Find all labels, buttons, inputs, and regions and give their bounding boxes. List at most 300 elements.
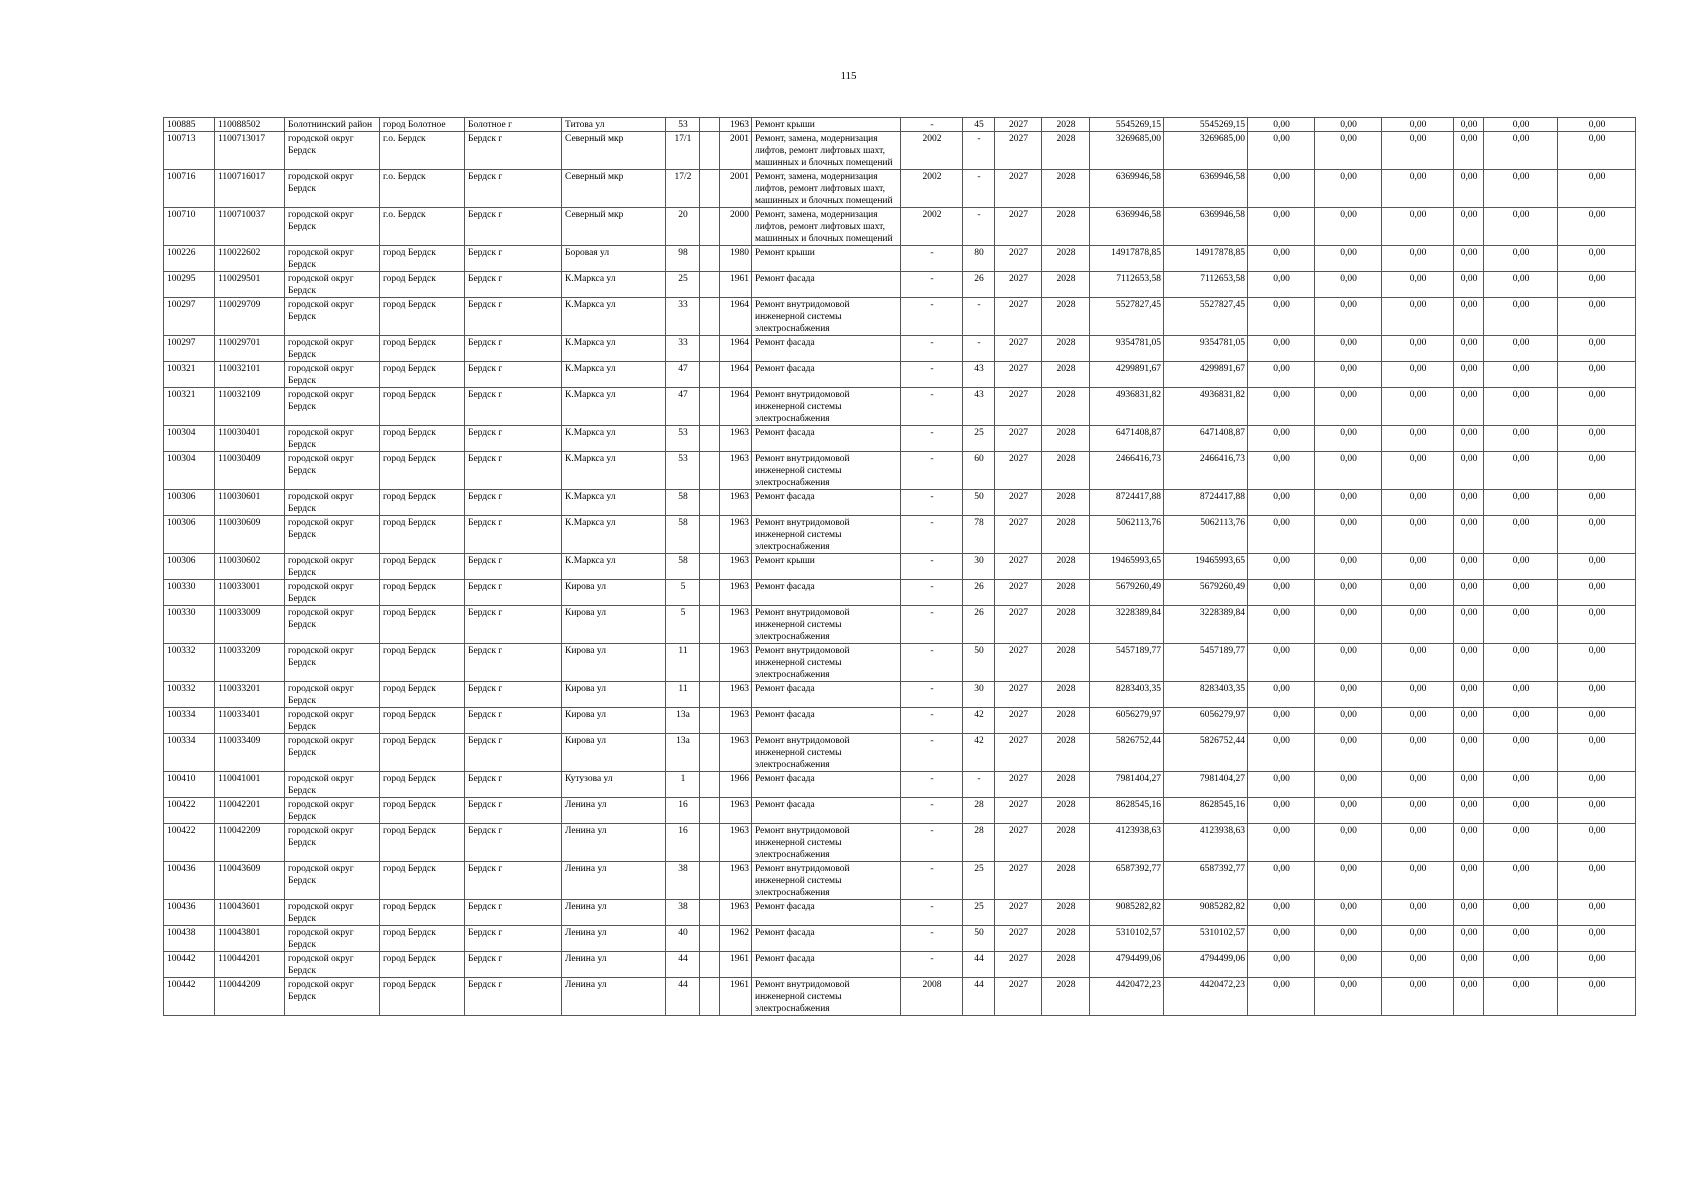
cost-col-1-cell: 0,00 xyxy=(1248,952,1315,978)
wear-percent-cell: - xyxy=(963,298,995,336)
wear-percent-cell: 25 xyxy=(963,862,995,900)
wear-percent-cell: - xyxy=(963,336,995,362)
cost-col-1-cell: 0,00 xyxy=(1248,978,1315,1016)
house-id-cell: 100710 xyxy=(164,208,215,246)
table-row xyxy=(164,798,1636,824)
work-id-cell: 110033401 xyxy=(215,708,285,734)
locality-cell: Бердск г xyxy=(465,952,562,978)
cost-col-6-cell: 0,00 xyxy=(1558,824,1636,862)
work-type-cell: Ремонт внутридомовой инженерной системы электроснабжения xyxy=(752,388,901,426)
cost-col-4-cell: 0,00 xyxy=(1454,426,1484,452)
municipality-cell: городской округ Бердск xyxy=(285,388,380,426)
plan-year-end-cell: 2028 xyxy=(1042,298,1090,336)
plan-year-end-cell: 2028 xyxy=(1042,426,1090,452)
cost-col-3-cell: 0,00 xyxy=(1382,824,1454,862)
cost-col-3-cell: 0,00 xyxy=(1382,132,1454,170)
house-id-cell: 100304 xyxy=(164,452,215,490)
municipality-cell: городской округ Бердск xyxy=(285,554,380,580)
table-row xyxy=(164,734,1636,772)
cost-col-2-cell: 0,00 xyxy=(1315,978,1382,1016)
cost-col-4-cell: 0,00 xyxy=(1454,862,1484,900)
last-repair-year-cell: - xyxy=(901,580,963,606)
wear-percent-cell: 25 xyxy=(963,900,995,926)
house-number-cell: 53 xyxy=(666,452,700,490)
house-id-cell: 100436 xyxy=(164,900,215,926)
work-id-cell: 110044209 xyxy=(215,978,285,1016)
cost-col-3-cell: 0,00 xyxy=(1382,682,1454,708)
cost-col-4-cell: 0,00 xyxy=(1454,606,1484,644)
cost-col-4-cell: 0,00 xyxy=(1454,772,1484,798)
table-row xyxy=(164,490,1636,516)
plan-year-end-cell: 2028 xyxy=(1042,516,1090,554)
cost-col-2-cell: 0,00 xyxy=(1315,208,1382,246)
cost-col-6-cell: 0,00 xyxy=(1558,208,1636,246)
house-number-cell: 5 xyxy=(666,606,700,644)
cost-col-5-cell: 0,00 xyxy=(1484,926,1558,952)
plan-year-end-cell: 2028 xyxy=(1042,554,1090,580)
cost-col-5-cell: 0,00 xyxy=(1484,798,1558,824)
table-row xyxy=(164,606,1636,644)
cost-col-1-cell: 0,00 xyxy=(1248,734,1315,772)
last-repair-year-cell: - xyxy=(901,734,963,772)
house-id-cell: 100297 xyxy=(164,336,215,362)
plan-year-end-cell: 2028 xyxy=(1042,490,1090,516)
build-year-cell: 1964 xyxy=(720,388,752,426)
house-letter-cell xyxy=(700,798,720,824)
build-year-cell: 1966 xyxy=(720,772,752,798)
cost-col-6-cell: 0,00 xyxy=(1558,580,1636,606)
wear-percent-cell: - xyxy=(963,170,995,208)
total-cost-cell: 9354781,05 xyxy=(1090,336,1164,362)
work-type-cell: Ремонт, замена, модернизация лифтов, ремонт лифтовых шахт, машинных и блочных помещений xyxy=(752,170,901,208)
street-cell: Кирова ул xyxy=(562,606,666,644)
work-type-cell: Ремонт фасада xyxy=(752,272,901,298)
cost-col-4-cell: 0,00 xyxy=(1454,452,1484,490)
build-year-cell: 1961 xyxy=(720,978,752,1016)
settlement-cell: город Бердск xyxy=(380,900,465,926)
work-id-cell: 110041001 xyxy=(215,772,285,798)
total-cost-cell: 6369946,58 xyxy=(1090,208,1164,246)
locality-cell: Бердск г xyxy=(465,554,562,580)
cost-col-3-cell: 0,00 xyxy=(1382,272,1454,298)
build-year-cell: 2000 xyxy=(720,208,752,246)
street-cell: К.Маркса ул xyxy=(562,362,666,388)
cost-col-3-cell: 0,00 xyxy=(1382,644,1454,682)
house-id-cell: 100306 xyxy=(164,516,215,554)
settlement-cell: город Бердск xyxy=(380,952,465,978)
fund-cost-cell: 5457189,77 xyxy=(1164,644,1248,682)
build-year-cell: 1963 xyxy=(720,824,752,862)
plan-year-end-cell: 2028 xyxy=(1042,926,1090,952)
cost-col-1-cell: 0,00 xyxy=(1248,170,1315,208)
wear-percent-cell: 30 xyxy=(963,554,995,580)
fund-cost-cell: 4936831,82 xyxy=(1164,388,1248,426)
work-id-cell: 110043801 xyxy=(215,926,285,952)
cost-col-5-cell: 0,00 xyxy=(1484,490,1558,516)
settlement-cell: город Бердск xyxy=(380,772,465,798)
settlement-cell: город Бердск xyxy=(380,516,465,554)
house-number-cell: 25 xyxy=(666,272,700,298)
settlement-cell: город Бердск xyxy=(380,452,465,490)
street-cell: К.Маркса ул xyxy=(562,426,666,452)
work-id-cell: 110033209 xyxy=(215,644,285,682)
build-year-cell: 2001 xyxy=(720,132,752,170)
municipality-cell: городской округ Бердск xyxy=(285,452,380,490)
wear-percent-cell: 43 xyxy=(963,362,995,388)
municipality-cell: городской округ Бердск xyxy=(285,644,380,682)
last-repair-year-cell: - xyxy=(901,516,963,554)
cost-col-6-cell: 0,00 xyxy=(1558,452,1636,490)
fund-cost-cell: 4794499,06 xyxy=(1164,952,1248,978)
house-number-cell: 44 xyxy=(666,978,700,1016)
table-row xyxy=(164,554,1636,580)
cost-col-5-cell: 0,00 xyxy=(1484,426,1558,452)
total-cost-cell: 6471408,87 xyxy=(1090,426,1164,452)
work-id-cell: 110033201 xyxy=(215,682,285,708)
cost-col-5-cell: 0,00 xyxy=(1484,734,1558,772)
locality-cell: Бердск г xyxy=(465,644,562,682)
fund-cost-cell: 7981404,27 xyxy=(1164,772,1248,798)
work-id-cell: 1100716017 xyxy=(215,170,285,208)
work-id-cell: 110029701 xyxy=(215,336,285,362)
fund-cost-cell: 5545269,15 xyxy=(1164,118,1248,132)
locality-cell: Бердск г xyxy=(465,170,562,208)
settlement-cell: город Бердск xyxy=(380,298,465,336)
work-type-cell: Ремонт фасада xyxy=(752,362,901,388)
work-type-cell: Ремонт внутридомовой инженерной системы электроснабжения xyxy=(752,452,901,490)
cost-col-5-cell: 0,00 xyxy=(1484,516,1558,554)
cost-col-6-cell: 0,00 xyxy=(1558,118,1636,132)
street-cell: Кирова ул xyxy=(562,580,666,606)
municipality-cell: городской округ Бердск xyxy=(285,682,380,708)
municipality-cell: городской округ Бердск xyxy=(285,426,380,452)
build-year-cell: 1963 xyxy=(720,606,752,644)
settlement-cell: город Бердск xyxy=(380,862,465,900)
build-year-cell: 1961 xyxy=(720,272,752,298)
total-cost-cell: 14917878,85 xyxy=(1090,246,1164,272)
build-year-cell: 1963 xyxy=(720,862,752,900)
locality-cell: Бердск г xyxy=(465,734,562,772)
last-repair-year-cell: - xyxy=(901,772,963,798)
municipality-cell: городской округ Бердск xyxy=(285,900,380,926)
cost-col-4-cell: 0,00 xyxy=(1454,580,1484,606)
house-id-cell: 100422 xyxy=(164,824,215,862)
cost-col-1-cell: 0,00 xyxy=(1248,132,1315,170)
fund-cost-cell: 6471408,87 xyxy=(1164,426,1248,452)
house-id-cell: 100321 xyxy=(164,362,215,388)
cost-col-1-cell: 0,00 xyxy=(1248,708,1315,734)
total-cost-cell: 19465993,65 xyxy=(1090,554,1164,580)
locality-cell: Бердск г xyxy=(465,978,562,1016)
locality-cell: Бердск г xyxy=(465,798,562,824)
cost-col-6-cell: 0,00 xyxy=(1558,952,1636,978)
house-id-cell: 100713 xyxy=(164,132,215,170)
street-cell: К.Маркса ул xyxy=(562,388,666,426)
house-letter-cell xyxy=(700,554,720,580)
work-type-cell: Ремонт фасада xyxy=(752,772,901,798)
house-letter-cell xyxy=(700,516,720,554)
work-type-cell: Ремонт внутридомовой инженерной системы электроснабжения xyxy=(752,516,901,554)
total-cost-cell: 6056279,97 xyxy=(1090,708,1164,734)
work-id-cell: 110033009 xyxy=(215,606,285,644)
cost-col-1-cell: 0,00 xyxy=(1248,298,1315,336)
house-letter-cell xyxy=(700,952,720,978)
municipality-cell: городской округ Бердск xyxy=(285,170,380,208)
table-row xyxy=(164,580,1636,606)
table-row xyxy=(164,682,1636,708)
locality-cell: Бердск г xyxy=(465,708,562,734)
cost-col-3-cell: 0,00 xyxy=(1382,952,1454,978)
total-cost-cell: 3269685,00 xyxy=(1090,132,1164,170)
house-number-cell: 44 xyxy=(666,952,700,978)
street-cell: Ленина ул xyxy=(562,900,666,926)
locality-cell: Бердск г xyxy=(465,272,562,298)
build-year-cell: 1963 xyxy=(720,580,752,606)
cost-col-6-cell: 0,00 xyxy=(1558,798,1636,824)
work-type-cell: Ремонт, замена, модернизация лифтов, ремонт лифтовых шахт, машинных и блочных помещений xyxy=(752,132,901,170)
municipality-cell: городской округ Бердск xyxy=(285,798,380,824)
cost-col-6-cell: 0,00 xyxy=(1558,606,1636,644)
total-cost-cell: 5310102,57 xyxy=(1090,926,1164,952)
plan-year-start-cell: 2027 xyxy=(995,298,1042,336)
work-id-cell: 110033409 xyxy=(215,734,285,772)
cost-col-4-cell: 0,00 xyxy=(1454,272,1484,298)
street-cell: К.Маркса ул xyxy=(562,554,666,580)
municipality-cell: городской округ Бердск xyxy=(285,208,380,246)
plan-year-start-cell: 2027 xyxy=(995,132,1042,170)
total-cost-cell: 6369946,58 xyxy=(1090,170,1164,208)
house-number-cell: 17/1 xyxy=(666,132,700,170)
cost-col-4-cell: 0,00 xyxy=(1454,926,1484,952)
cost-col-6-cell: 0,00 xyxy=(1558,426,1636,452)
plan-year-start-cell: 2027 xyxy=(995,554,1042,580)
last-repair-year-cell: - xyxy=(901,554,963,580)
fund-cost-cell: 4123938,63 xyxy=(1164,824,1248,862)
municipality-cell: городской округ Бердск xyxy=(285,132,380,170)
work-type-cell: Ремонт фасада xyxy=(752,798,901,824)
wear-percent-cell: 28 xyxy=(963,824,995,862)
cost-col-6-cell: 0,00 xyxy=(1558,388,1636,426)
cost-col-2-cell: 0,00 xyxy=(1315,682,1382,708)
cost-col-4-cell: 0,00 xyxy=(1454,516,1484,554)
house-number-cell: 40 xyxy=(666,926,700,952)
cost-col-4-cell: 0,00 xyxy=(1454,734,1484,772)
house-letter-cell xyxy=(700,644,720,682)
fund-cost-cell: 6587392,77 xyxy=(1164,862,1248,900)
cost-col-4-cell: 0,00 xyxy=(1454,298,1484,336)
cost-col-6-cell: 0,00 xyxy=(1558,978,1636,1016)
municipality-cell: городской округ Бердск xyxy=(285,272,380,298)
work-type-cell: Ремонт фасада xyxy=(752,336,901,362)
build-year-cell: 1963 xyxy=(720,554,752,580)
total-cost-cell: 8724417,88 xyxy=(1090,490,1164,516)
cost-col-1-cell: 0,00 xyxy=(1248,388,1315,426)
settlement-cell: город Бердск xyxy=(380,336,465,362)
cost-col-2-cell: 0,00 xyxy=(1315,824,1382,862)
plan-year-start-cell: 2027 xyxy=(995,118,1042,132)
plan-year-start-cell: 2027 xyxy=(995,682,1042,708)
house-id-cell: 100330 xyxy=(164,580,215,606)
municipality-cell: городской округ Бердск xyxy=(285,824,380,862)
settlement-cell: город Бердск xyxy=(380,734,465,772)
street-cell: К.Маркса ул xyxy=(562,298,666,336)
municipality-cell: городской округ Бердск xyxy=(285,246,380,272)
page-number: 115 xyxy=(840,70,857,82)
cost-col-6-cell: 0,00 xyxy=(1558,170,1636,208)
house-letter-cell xyxy=(700,490,720,516)
cost-col-3-cell: 0,00 xyxy=(1382,708,1454,734)
house-id-cell: 100410 xyxy=(164,772,215,798)
locality-cell: Бердск г xyxy=(465,682,562,708)
house-number-cell: 5 xyxy=(666,580,700,606)
house-id-cell: 100330 xyxy=(164,606,215,644)
work-id-cell: 110029709 xyxy=(215,298,285,336)
work-id-cell: 110044201 xyxy=(215,952,285,978)
last-repair-year-cell: - xyxy=(901,298,963,336)
cost-col-6-cell: 0,00 xyxy=(1558,682,1636,708)
cost-col-2-cell: 0,00 xyxy=(1315,362,1382,388)
municipality-cell: городской округ Бердск xyxy=(285,734,380,772)
cost-col-3-cell: 0,00 xyxy=(1382,388,1454,426)
house-letter-cell xyxy=(700,452,720,490)
work-id-cell: 110043601 xyxy=(215,900,285,926)
cost-col-3-cell: 0,00 xyxy=(1382,978,1454,1016)
cost-col-1-cell: 0,00 xyxy=(1248,426,1315,452)
last-repair-year-cell: - xyxy=(901,336,963,362)
cost-col-1-cell: 0,00 xyxy=(1248,452,1315,490)
settlement-cell: город Бердск xyxy=(380,554,465,580)
table-row xyxy=(164,208,1636,246)
house-id-cell: 100306 xyxy=(164,554,215,580)
plan-year-start-cell: 2027 xyxy=(995,246,1042,272)
municipality-cell: городской округ Бердск xyxy=(285,978,380,1016)
cost-col-5-cell: 0,00 xyxy=(1484,580,1558,606)
cost-col-5-cell: 0,00 xyxy=(1484,362,1558,388)
cost-col-3-cell: 0,00 xyxy=(1382,734,1454,772)
plan-year-end-cell: 2028 xyxy=(1042,708,1090,734)
cost-col-1-cell: 0,00 xyxy=(1248,926,1315,952)
last-repair-year-cell: - xyxy=(901,644,963,682)
settlement-cell: город Бердск xyxy=(380,426,465,452)
cost-col-4-cell: 0,00 xyxy=(1454,170,1484,208)
plan-year-start-cell: 2027 xyxy=(995,644,1042,682)
cost-col-5-cell: 0,00 xyxy=(1484,682,1558,708)
fund-cost-cell: 6056279,97 xyxy=(1164,708,1248,734)
street-cell: Кутузова ул xyxy=(562,772,666,798)
house-letter-cell xyxy=(700,170,720,208)
cost-col-6-cell: 0,00 xyxy=(1558,554,1636,580)
plan-year-start-cell: 2027 xyxy=(995,452,1042,490)
cost-col-1-cell: 0,00 xyxy=(1248,246,1315,272)
plan-year-start-cell: 2027 xyxy=(995,426,1042,452)
house-number-cell: 38 xyxy=(666,862,700,900)
cost-col-5-cell: 0,00 xyxy=(1484,208,1558,246)
cost-col-5-cell: 0,00 xyxy=(1484,644,1558,682)
locality-cell: Бердск г xyxy=(465,580,562,606)
cost-col-1-cell: 0,00 xyxy=(1248,362,1315,388)
build-year-cell: 2001 xyxy=(720,170,752,208)
house-id-cell: 100332 xyxy=(164,644,215,682)
last-repair-year-cell: - xyxy=(901,862,963,900)
cost-col-1-cell: 0,00 xyxy=(1248,606,1315,644)
table-row xyxy=(164,170,1636,208)
build-year-cell: 1963 xyxy=(720,490,752,516)
fund-cost-cell: 8724417,88 xyxy=(1164,490,1248,516)
cost-col-4-cell: 0,00 xyxy=(1454,362,1484,388)
municipality-cell: городской округ Бердск xyxy=(285,708,380,734)
house-number-cell: 98 xyxy=(666,246,700,272)
cost-col-5-cell: 0,00 xyxy=(1484,170,1558,208)
house-letter-cell xyxy=(700,208,720,246)
cost-col-5-cell: 0,00 xyxy=(1484,272,1558,298)
cost-col-4-cell: 0,00 xyxy=(1454,708,1484,734)
plan-year-start-cell: 2027 xyxy=(995,952,1042,978)
municipality-cell: городской округ Бердск xyxy=(285,772,380,798)
cost-col-1-cell: 0,00 xyxy=(1248,862,1315,900)
cost-col-4-cell: 0,00 xyxy=(1454,900,1484,926)
cost-col-5-cell: 0,00 xyxy=(1484,554,1558,580)
cost-col-1-cell: 0,00 xyxy=(1248,682,1315,708)
house-number-cell: 1 xyxy=(666,772,700,798)
total-cost-cell: 7981404,27 xyxy=(1090,772,1164,798)
plan-year-start-cell: 2027 xyxy=(995,208,1042,246)
work-id-cell: 110030602 xyxy=(215,554,285,580)
last-repair-year-cell: - xyxy=(901,682,963,708)
total-cost-cell: 9085282,82 xyxy=(1090,900,1164,926)
plan-year-start-cell: 2027 xyxy=(995,272,1042,298)
locality-cell: Бердск г xyxy=(465,490,562,516)
work-id-cell: 110022602 xyxy=(215,246,285,272)
cost-col-3-cell: 0,00 xyxy=(1382,362,1454,388)
last-repair-year-cell: - xyxy=(901,490,963,516)
capital-repair-table xyxy=(163,117,1636,1016)
cost-col-2-cell: 0,00 xyxy=(1315,606,1382,644)
cost-col-3-cell: 0,00 xyxy=(1382,798,1454,824)
municipality-cell: городской округ Бердск xyxy=(285,926,380,952)
total-cost-cell: 5457189,77 xyxy=(1090,644,1164,682)
work-id-cell: 110042201 xyxy=(215,798,285,824)
build-year-cell: 1963 xyxy=(720,118,752,132)
settlement-cell: город Бердск xyxy=(380,824,465,862)
plan-year-start-cell: 2027 xyxy=(995,798,1042,824)
wear-percent-cell: - xyxy=(963,208,995,246)
settlement-cell: г.о. Бердск xyxy=(380,132,465,170)
cost-col-4-cell: 0,00 xyxy=(1454,824,1484,862)
cost-col-6-cell: 0,00 xyxy=(1558,772,1636,798)
street-cell: Кирова ул xyxy=(562,644,666,682)
table-row xyxy=(164,362,1636,388)
plan-year-start-cell: 2027 xyxy=(995,926,1042,952)
settlement-cell: город Бердск xyxy=(380,580,465,606)
locality-cell: Бердск г xyxy=(465,516,562,554)
table-row xyxy=(164,426,1636,452)
cost-col-2-cell: 0,00 xyxy=(1315,952,1382,978)
cost-col-1-cell: 0,00 xyxy=(1248,208,1315,246)
cost-col-3-cell: 0,00 xyxy=(1382,170,1454,208)
last-repair-year-cell: 2008 xyxy=(901,978,963,1016)
house-number-cell: 11 xyxy=(666,644,700,682)
plan-year-end-cell: 2028 xyxy=(1042,452,1090,490)
fund-cost-cell: 5062113,76 xyxy=(1164,516,1248,554)
last-repair-year-cell: - xyxy=(901,606,963,644)
cost-col-2-cell: 0,00 xyxy=(1315,490,1382,516)
locality-cell: Бердск г xyxy=(465,772,562,798)
table-row xyxy=(164,978,1636,1016)
street-cell: К.Маркса ул xyxy=(562,452,666,490)
plan-year-end-cell: 2028 xyxy=(1042,606,1090,644)
plan-year-start-cell: 2027 xyxy=(995,516,1042,554)
street-cell: К.Маркса ул xyxy=(562,490,666,516)
